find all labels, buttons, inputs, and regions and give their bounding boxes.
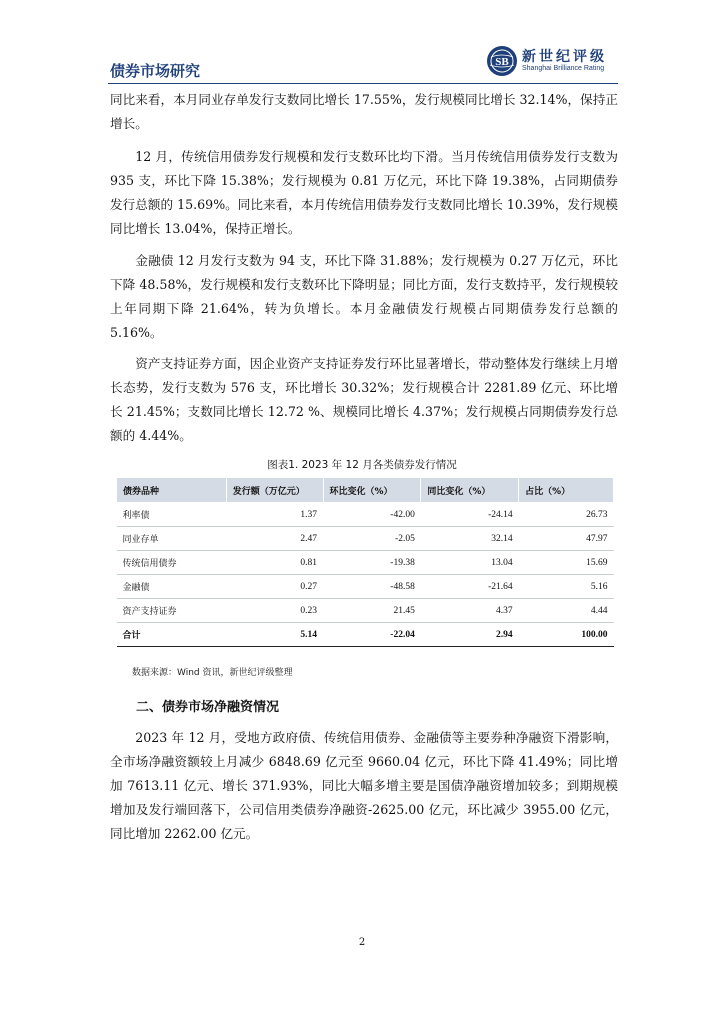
cell-bond-type: 同业存单 — [117, 527, 227, 551]
logo-emblem-text: SB — [495, 56, 509, 68]
table-row — [117, 527, 614, 551]
cell-amount: 0.27 — [226, 575, 323, 599]
cell-mom: 21.45 — [323, 599, 421, 623]
cell-mom: -19.38 — [323, 551, 421, 575]
header-issuance-amount: 发行额（万亿元） — [226, 478, 323, 503]
cell-mom: -2.05 — [323, 527, 421, 551]
cell-yoy: -21.64 — [421, 575, 519, 599]
paragraph-asset-backed-securities: 资产支持证券方面，因企业资产支持证券发行环比显著增长，带动整体发行继续上月增长态势，发行支数为 576 支，环比增长 30.32%；发行规模合计 2281.89 亿元、环比增长 21.45%；支数同比增长 12.72 %、规模同比增长 4.37%；发行规模占同期债券发行总额的 4.44%。 — [110, 356, 618, 443]
cell-bond-type: 金融债 — [117, 575, 227, 599]
cell-total-amount: 5.14 — [226, 623, 323, 647]
cell-amount: 2.47 — [226, 527, 323, 551]
cell-mom: -48.58 — [323, 575, 421, 599]
paragraph-interbank-cd: 同比来看，本月同业存单发行支数同比增长 17.55%，发行规模同比增长 32.14%，保持正增长。 — [110, 92, 618, 131]
table-source-note: 数据来源：Wind 资讯，新世纪评级整理 — [132, 668, 293, 678]
cell-total-label: 合计 — [117, 623, 227, 647]
logo-english-name: Shanghai Brilliance Rating — [522, 65, 605, 72]
cell-share: 5.16 — [519, 575, 614, 599]
cell-bond-type: 利率债 — [117, 503, 227, 527]
table-row — [117, 551, 614, 575]
header-mom-change: 环比变化（%） — [323, 478, 421, 503]
table-caption: 图表1. 2023 年 12 月各类债券发行情况 — [267, 459, 457, 471]
cell-mom: -42.00 — [323, 503, 421, 527]
table-row — [117, 503, 614, 527]
table-header-row — [117, 478, 614, 503]
paragraph-financial-bonds: 金融债 12 月发行支数为 94 支，环比下降 31.88%；发行规模为 0.27 万亿元，环比下降 48.58%，发行规模和发行支数环比下降明显；同比方面，发行支数持平，发行规模较上年同期下降 21.64%，转为负增长。本月金融债发行规模占同期债券发行总额的 5.16%。 — [110, 253, 618, 340]
cell-amount: 1.37 — [226, 503, 323, 527]
header-bond-type: 债券品种 — [117, 478, 227, 503]
table-row — [117, 575, 614, 599]
cell-total-share: 100.00 — [519, 623, 614, 647]
table-total-row — [117, 623, 614, 647]
header-divider — [108, 83, 618, 84]
bond-issuance-table — [116, 477, 614, 647]
cell-yoy: 4.37 — [421, 599, 519, 623]
logo-emblem-icon — [486, 45, 518, 77]
cell-amount: 0.81 — [226, 551, 323, 575]
cell-yoy: -24.14 — [421, 503, 519, 527]
cell-total-yoy: 2.94 — [421, 623, 519, 647]
cell-yoy: 32.14 — [421, 527, 519, 551]
cell-total-mom: -22.04 — [323, 623, 421, 647]
paragraph-traditional-credit-bonds: 12 月，传统信用债券发行规模和发行支数环比均下滑。当月传统信用债券发行支数为 935 支，环比下降 15.38%；发行规模为 0.81 万亿元，环比下降 19.38%，占同期债券发行总额的 15.69%。同比来看，本月传统信用债券发行支数同比增长 10.39%，发行规模同比增长 13.04%，保持正增长。 — [110, 149, 618, 236]
cell-amount: 0.23 — [226, 599, 323, 623]
page-number: 2 — [358, 937, 366, 948]
header-yoy-change: 同比变化（%） — [421, 478, 519, 503]
header-share: 占比（%） — [519, 478, 614, 503]
cell-bond-type: 资产支持证券 — [117, 599, 227, 623]
header-title: 债券市场研究 — [110, 62, 201, 80]
company-logo — [486, 44, 626, 80]
cell-share: 26.73 — [519, 503, 614, 527]
section-heading-net-financing: 二、债券市场净融资情况 — [136, 700, 280, 715]
cell-share: 4.44 — [519, 599, 614, 623]
cell-bond-type: 传统信用债券 — [117, 551, 227, 575]
table-row — [117, 599, 614, 623]
paragraph-net-financing: 2023 年 12 月，受地方政府债、传统信用债券、金融债等主要券种净融资下滑影响，全市场净融资额较上月减少 6848.69 亿元至 9660.04 亿元，环比下降 41.49%；同比增加 7613.11 亿元、增长 371.93%，同比大幅多增主要是国债净融资增加较多；到期规模增加及发行端回落下，公司信用类债券净融资-2625.00 亿元，环比减少 3955.00 亿元，同比增加 2262.00 亿元。 — [110, 730, 618, 841]
cell-yoy: 13.04 — [421, 551, 519, 575]
cell-share: 47.97 — [519, 527, 614, 551]
cell-share: 15.69 — [519, 551, 614, 575]
logo-chinese-name: 新世纪评级 — [522, 49, 607, 65]
